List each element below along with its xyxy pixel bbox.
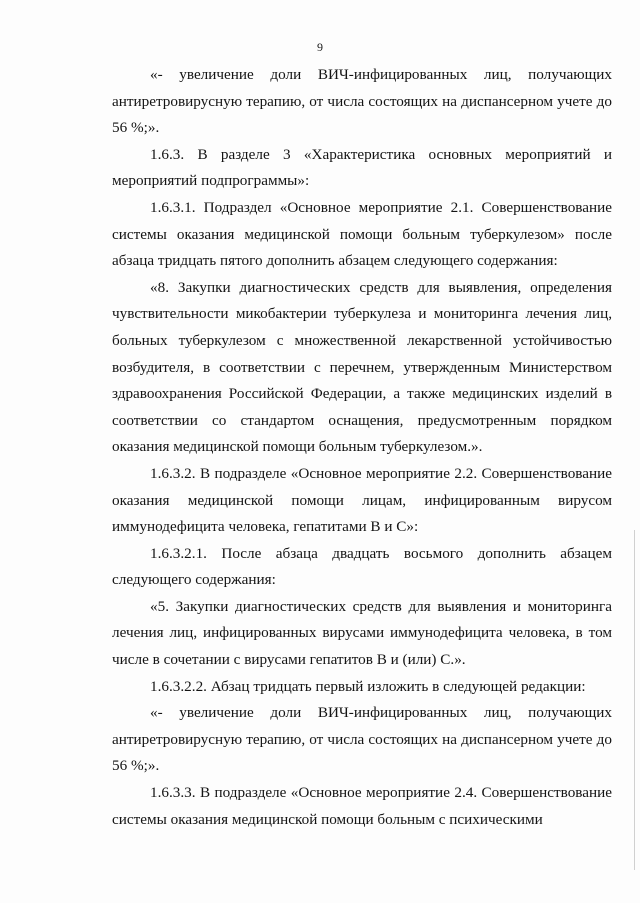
paragraph-hiv-target-2: «- увеличение доли ВИЧ-инфицированных лиц, получающих антиретровирусную терапию, от числа состоящих на диспансерном учете до 56 %;». bbox=[112, 704, 612, 775]
document-body bbox=[112, 62, 612, 833]
paragraph-1-6-3-3: 1.6.3.3. В подразделе «Основное мероприятие 2.4. Совершенствование системы оказания медицинской помощи больным с психическими bbox=[112, 784, 612, 828]
paragraph-1-6-3-2-2: 1.6.3.2.2. Абзац тридцать первый изложить в следующей редакции: bbox=[150, 677, 586, 695]
paragraph-1-6-3: 1.6.3. В разделе 3 «Характеристика основных мероприятий и мероприятий подпрограммы»: bbox=[112, 145, 612, 190]
paragraph-hiv-purchases: «5. Закупки диагностических средств для выявления и мониторинга лечения лиц, инфицированных вирусами иммунодефицита человека, в том числе в сочетании с вирусами гепатитов В и (или) С.». bbox=[112, 597, 612, 669]
paragraph-tb-purchases: «8. Закупки диагностических средств для выявления, определения чувствительности микобактерии туберкулеза и мониторинга лечения лиц, больных туберкулезом с множественной лекарственной устойчивостью возбудителя, в соответствии с перечнем, утвержденным Министерством здравоохранения Российской Федерации, а также медицинских изделий в соответствии со стандартом оснащения, предусмотренным порядком оказания медицинской помощи больным туберкулезом.». bbox=[112, 278, 612, 456]
paragraph-1-6-3-2-1: 1.6.3.2.1. После абзаца двадцать восьмого дополнить абзацем следующего содержания: bbox=[112, 544, 612, 589]
scan-edge-line bbox=[634, 530, 635, 870]
paragraph-1-6-3-1: 1.6.3.1. Подраздел «Основное мероприятие 2.1. Совершенствование системы оказания медицинской помощи больным туберкулезом» после абзаца тридцать пятого дополнить абзацем следующего содержания: bbox=[112, 198, 612, 270]
paragraph-hiv-target-1: «- увеличение доли ВИЧ-инфицированных лиц, получающих антиретровирусную терапию, от числа состоящих на диспансерном учете до 56 %;». bbox=[112, 66, 612, 137]
paragraph-1-6-3-2: 1.6.3.2. В подразделе «Основное мероприятие 2.2. Совершенствование оказания медицинской помощи лицам, инфицированным вирусом иммунодефицита человека, гепатитами В и С»: bbox=[112, 464, 612, 536]
page-number: 9 bbox=[317, 40, 323, 54]
